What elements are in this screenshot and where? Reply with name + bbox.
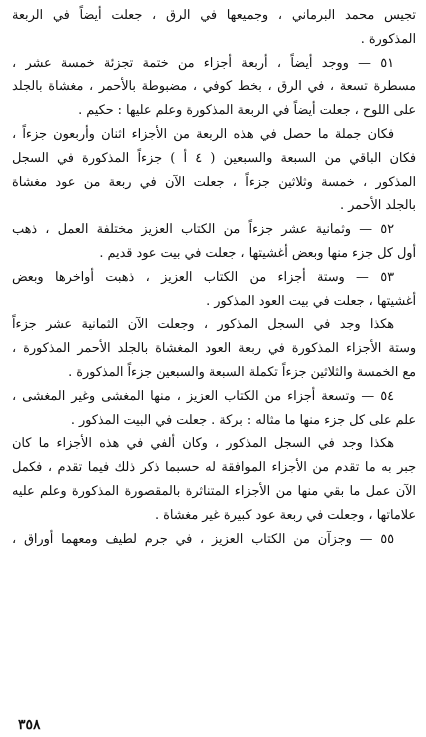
text-line-3: ٥١ — ووجد أيضاً ، أربعة أجزاء من ختمة تجزئة خمسة عشر ، (12, 55, 394, 71)
text-line-11: أول كل جزء منها وبعض أغشيتها ، جعلت في بيت عود قديم . (99, 245, 416, 261)
text-line-6: فكان جملة ما حصل في هذه الربعة من الأجزاء اثنان وأربعون جزءاً ، (12, 126, 394, 142)
text-line-9: بالجلد الأحمر . (339, 198, 416, 214)
text-line-18: علم على كل جزء منها ما مثاله : بركة . جعلت في البيت المذكور . (70, 412, 416, 428)
text-line-12: ٥٣ — وستة أجزاء من الكتاب العزيز ، ذهبت أواخرها وبعض (12, 269, 394, 285)
text-line-8: المذكور ، خمسة وثلاثين جزءاً ، جعلت الآن في ربعة من عود مغشاة (12, 174, 416, 190)
text-line-4: مسطرة تسعة ، في الرق ، بخط كوفي ، مضبوطة بالأحمر ، مغشاة بالجلد (12, 79, 416, 95)
text-line-21: الآن عمل ما بقي منها من الأجزاء المتناثرة بالمقصورة المذكورة وعلم عليه (12, 483, 416, 499)
text-line-10: ٥٢ — وثمانية عشر جزءاً من الكتاب العزيز مختلفة العمل ، ذهب (12, 222, 394, 238)
page-text (12, 4, 416, 551)
text-line-23: ٥٥ — وجزآن من الكتاب العزيز ، في جرم لطيف ومعهما أوراق ، (12, 531, 394, 547)
text-line-5: على اللوح ، جعلت أيضاً في الربعة المذكورة وعلم عليها : حكيم . (78, 103, 416, 119)
text-line-17: ٥٤ — وتسعة أجزاء من الكتاب العزيز ، منها المغشى وغير المغشى ، (12, 388, 394, 404)
text-line-19: هكذا وجد في السجل المذكور ، وكان ألفي في هذه الأجزاء ما كان (12, 436, 394, 452)
text-line-1: تجيس محمد البرماني ، وجميعها في الرق ، جعلت أيضاً في الربعة (12, 8, 416, 23)
text-line-20: جبر به ما تقدم من الأجزاء الموافقة له حسبما ذكر ذلك فيما تقدم ، فكمل (12, 460, 416, 476)
page-number: ٣٥٨ (18, 717, 41, 733)
text-line-14: هكذا وجد في السجل المذكور ، وجعلت الآن الثمانية عشر جزءاً (12, 317, 394, 333)
text-line-16: مع الخمسة والثلاثين جزءاً تكملة السبعة والسبعين جزءاً المذكورة . (68, 364, 416, 380)
text-line-22: علاماتها ، وجعلت في ربعة عود كبيرة غير مغشاة . (154, 507, 416, 523)
text-line-13: أغشيتها ، جعلت في بيت العود المذكور . (206, 293, 416, 309)
text-line-7: فكان الباقي من السبعة والسبعين ( ٤ أ ) جزءاً المذكورة في السجل (12, 150, 416, 166)
text-line-2: المذكورة . (360, 31, 416, 47)
text-line-15: وستة الأجزاء المذكورة في ربعة العود المغشاة بالجلد الأحمر المذكورة ، (12, 341, 416, 357)
